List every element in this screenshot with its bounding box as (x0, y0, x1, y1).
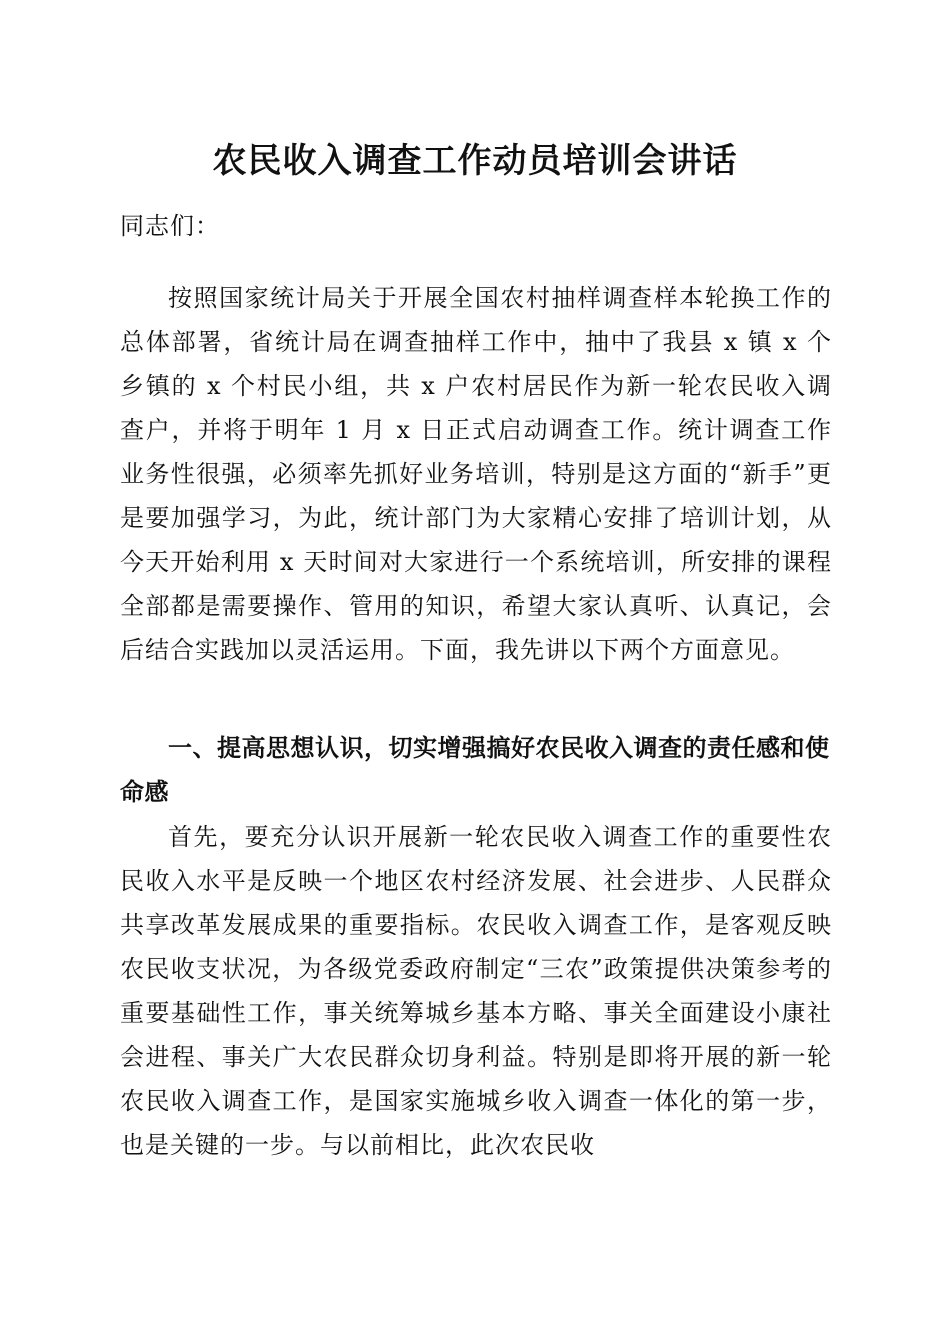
salutation: 同志们： (120, 212, 220, 240)
section-heading-1: 一、提高思想认识，切实增强搞好农民收入调查的责任感和使命感 (120, 734, 830, 806)
body-paragraph-2: 首先，要充分认识开展新一轮农民收入调查工作的重要性农民收入水平是反映一个地区农村经济发展、社会进步、人民群众共享改革发展成果的重要指标。农民收入调查工作，是客观反映农民收支状况，为各级党委政府制定“三农”政策提供决策参考的重要基础性工作，事关统筹城乡基本方略、事关全面建设小康社会进程、事关广大农民群众切身利益。特别是即将开展的新一轮农民收入调查工作，是国家实施城乡收入调查一体化的第一步，也是关键的一步。与以前相比，此次农民收 (120, 823, 832, 1159)
body-paragraph-1: 按照国家统计局关于开展全国农村抽样调查样本轮换工作的总体部署，省统计局在调查抽样工作中，抽中了我县 x 镇 x 个乡镇的 x 个村民小组，共 x 户农村居民作为新一轮农民收入调查户，并将于明年 1 月 x 日正式启动调查工作。统计调查工作业务性很强，必须率先抓好业务培训，特别是这方面的“新手”更是要加强学习，为此，统计部门为大家精心安排了培训计划，从今天开始利用 x 天时间对大家进行一个系统培训，所安排的课程全部都是需要操作、管用的知识，希望大家认真听、认真记，会后结合实践加以灵活运用。下面，我先讲以下两个方面意见。 (120, 284, 832, 664)
document-title: 农民收入调查工作动员培训会讲话 (212, 141, 738, 181)
